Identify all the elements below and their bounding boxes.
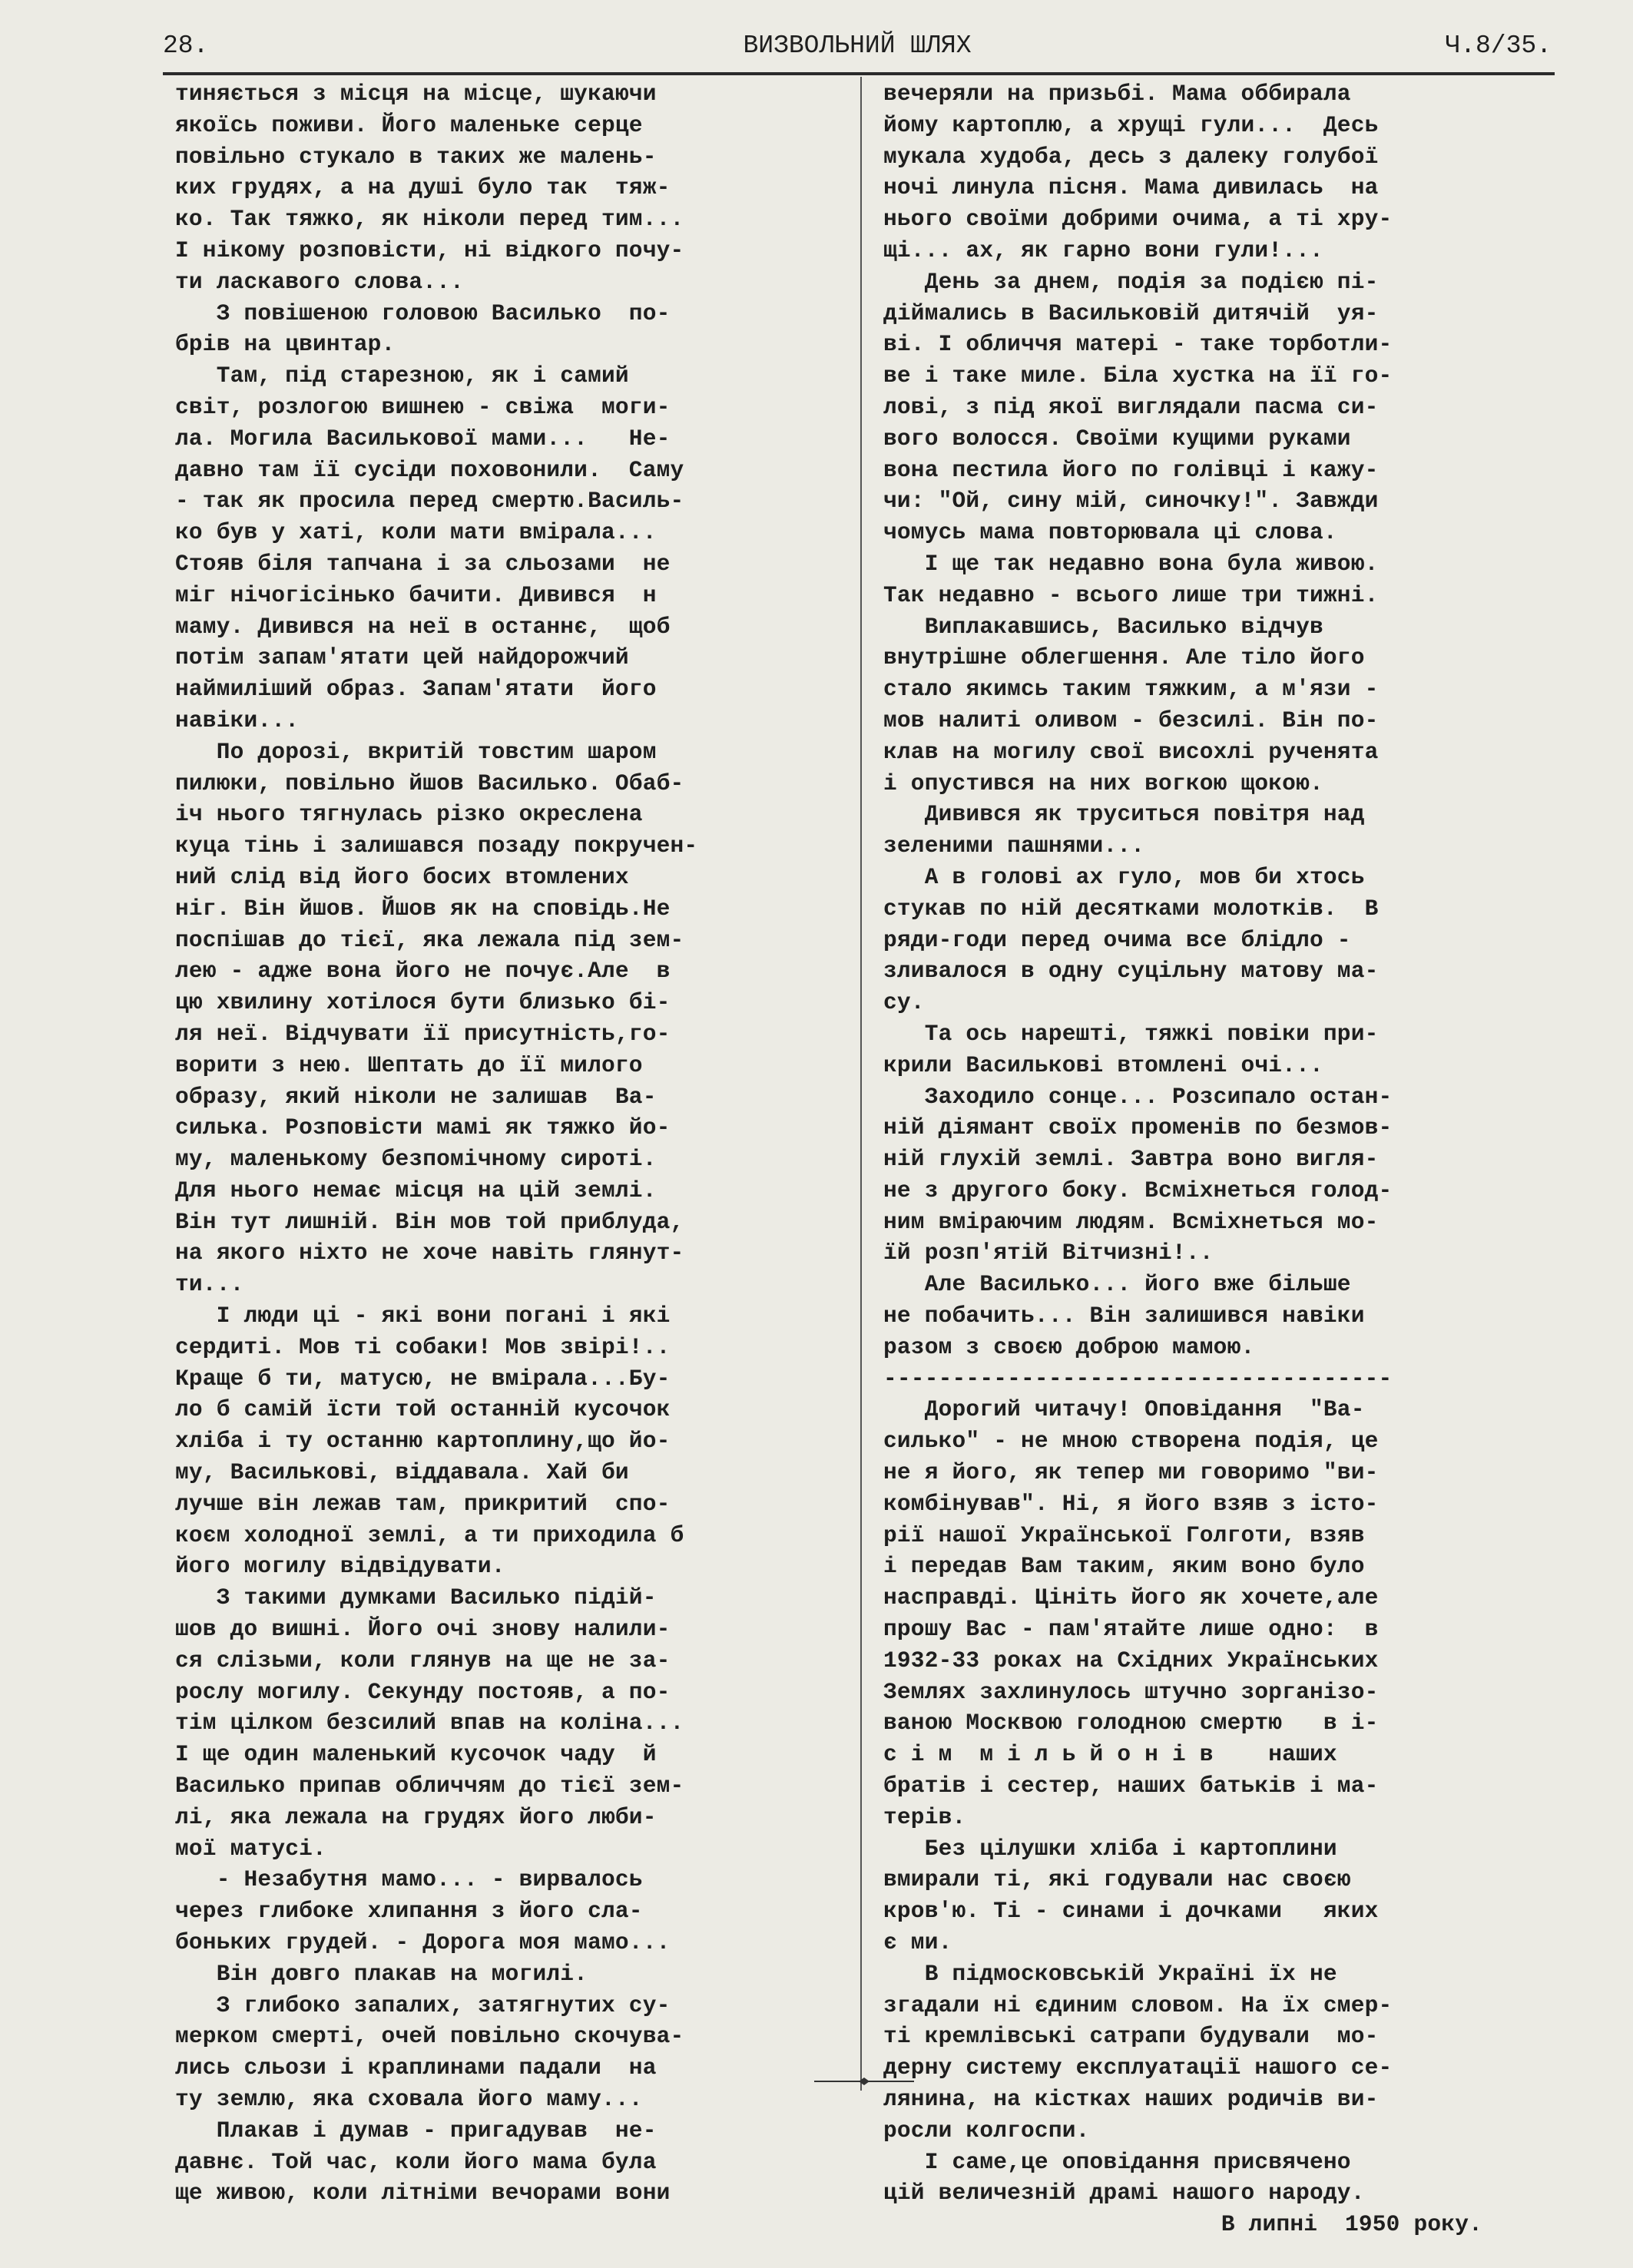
right-column-line: лові, з під якої виглядали пасма си- [883,393,1379,420]
right-column-line: І саме,це оповідання присвячено [883,2148,1351,2175]
left-column-line: З повішеною головою Василько по- [175,300,671,326]
right-column-line: Без цілушки хліба і картоплини [883,1835,1337,1862]
right-column-line: ній діямант своїх променів по безмов- [883,1114,1393,1141]
right-column-line: В підмосковській Україні їх не [883,1960,1337,1987]
right-column-line: щі... ах, як гарно вони гули!... [883,237,1323,263]
right-column-line: ваною Москвою голодною смертю в і- [883,1710,1379,1737]
left-column-line: Там, під старезною, як і самий [175,363,629,389]
left-column-line: мої матусі. [175,1835,326,1862]
right-column [883,78,1552,2240]
column-divider [860,77,862,2091]
journal-title: ВИЗВОЛЬНИЙ ШЛЯХ [743,31,972,60]
right-column-line: День за днем, подія за подією пі- [883,268,1379,295]
closing-date-line: В липні 1950 року. [1221,2211,1482,2238]
right-column-line: вона пестила його по голівці і кажу- [883,456,1379,483]
left-column-line: маму. Дивився на неї в останнє, щоб [175,613,671,640]
left-column-line: образу, який ніколи не залишав Ва- [175,1083,657,1110]
right-column-line: зеленими пашнями... [883,833,1145,859]
header-rule [163,72,1555,75]
left-column-line: - так як просила перед смертю.Василь- [175,488,684,515]
left-column-line: пилюки, повільно йшов Василько. Обаб- [175,770,684,796]
left-column-line: якоїсь поживи. Його маленьке серце [175,111,643,138]
right-column-line: А в голові ах гуло, мов би хтось [883,863,1365,890]
left-column-line: ло б самій їсти той останній кусочок [175,1396,671,1423]
right-column-line: Дивився як труситься повітря над [883,801,1365,828]
left-column-line: ворити з нею. Шептать до її милого [175,1051,643,1078]
end-ornament [814,2077,914,2086]
right-column-line: с і м м і л ь й о н і в наших [883,1741,1337,1768]
right-column-line: ночі линула пісня. Мама дивилась на [883,174,1379,201]
left-column-line: силька. Розповісти мамі як тяжко йо- [175,1114,671,1141]
left-column-line: Плакав і думав - пригадував не- [175,2117,657,2144]
left-column-line: ля неї. Відчувати її присутність,го- [175,1020,671,1047]
left-column-line: - Незабутня мамо... - вирвалось [175,1866,643,1893]
right-column-line: терів. [883,1803,966,1830]
left-column-line: По дорозі, вкритій товстим шаром [175,738,657,765]
left-column-line: тім цілком безсилий впав на коліна... [175,1710,684,1737]
right-column-line: не з другого боку. Всміхнеться голод- [883,1177,1393,1204]
right-column-line: 1932-33 роках на Східних Українських [883,1647,1379,1674]
issue-number: Ч.8/35. [1445,31,1552,60]
left-column-line: Він тут лишній. Він мов той приблуда, [175,1208,684,1235]
right-column-line: і опустився на них вогкою щокою. [883,770,1323,796]
left-column-line: поспішав до тієї, яка лежала під зем- [175,926,684,953]
right-column-line: цій величезній драмі нашого народу. [883,2180,1365,2207]
left-column [175,78,851,2209]
right-column-line: комбінував". Ні, я його взяв з істо- [883,1490,1379,1517]
right-column-line: ній глухій землі. Завтра воно вигля- [883,1146,1379,1173]
right-column-line: Так недавно - всього лише три тижні. [883,581,1379,608]
left-column-line: коєм холодної землі, а ти приходила б [175,1521,684,1548]
right-column-line: стало якимсь таким тяжким, а м'язи - [883,676,1379,703]
left-column-line: на якого ніхто не хоче навіть глянут- [175,1240,684,1266]
right-column-line: Дорогий читачу! Оповідання "Ва- [883,1396,1365,1423]
left-column-line: боньких грудей. - Дорога моя мамо... [175,1929,671,1956]
left-column-line: ний слід від його босих втомлених [175,863,629,890]
left-column-line: Василько припав обличчям до тієї зем- [175,1773,684,1800]
left-column-line: давно там її сусіди поховонили. Саму [175,456,684,483]
right-column-line: клав на могилу свої висохлі рученята [883,738,1379,765]
right-column-line: рії нашої Української Голготи, взяв [883,1521,1365,1548]
right-column-line: не я його, як тепер ми говоримо "ви- [883,1459,1379,1486]
left-column-line: Він довго плакав на могилі. [175,1960,588,1987]
left-column-line: З глибоко запалих, затягнутих су- [175,1992,671,2018]
left-column-line: куца тінь і залишався позаду покручен- [175,833,698,859]
right-column-line: мов налиті оливом - безсилі. Він по- [883,707,1379,733]
left-column-line: Стояв біля тапчана і за сльозами не [175,550,671,577]
left-column-line: ще живою, коли літніми вечорами вони [175,2180,671,2207]
left-column-line: наймиліший образ. Запам'ятати його [175,676,657,703]
left-column-line: лись сльози і краплинами падали на [175,2054,657,2081]
left-column-line: лі, яка лежала на грудях його люби- [175,1803,657,1830]
right-column-line: І ще так недавно вона була живою. [883,550,1379,577]
left-column-line: І нікому розповісти, ні відкого почу- [175,237,684,263]
left-column-line: іч нього тягнулась різко окреслена [175,801,643,828]
left-column-line: ко був у хаті, коли мати вмірала... [175,519,657,546]
right-column-line: вого волосся. Своїми кущими руками [883,425,1351,452]
right-column-line: і передав Вам таким, яким воно було [883,1553,1365,1580]
right-column-line: вмирали ті, які годували нас своєю [883,1866,1351,1893]
left-column-line: міг нічогісінько бачити. Дивився н [175,581,657,608]
right-column-line: Землях захлинулось штучно зорганізо- [883,1678,1379,1705]
left-column-line: І люди ці - які вони погані і які [175,1303,671,1329]
left-column-line: ти ласкавого слова... [175,268,464,295]
right-column-line: Заходило сонце... Розсипало остан- [883,1083,1393,1110]
right-column-line: росли колгоспи. [883,2117,1090,2144]
left-column-line: ся слізьми, коли глянув на ще не за- [175,1647,671,1674]
left-column-line: ти... [175,1271,244,1298]
left-column-line: ких грудях, а на душі було так тяж- [175,174,671,201]
left-column-line: лею - адже вона його не почує.Але в [175,958,671,985]
right-column-line: діймались в Васильковій дитячій уя- [883,300,1379,326]
left-column-line: му, Василькові, віддавала. Хай би [175,1459,629,1486]
left-column-line: Для нього немає місця на цій землі. [175,1177,657,1204]
left-column-line: ніг. Він йшов. Йшов як на сповідь.Не [175,895,671,922]
right-column-line: ве і таке миле. Біла хустка на її го- [883,363,1393,389]
right-column-line: їй розп'ятій Вітчизні!.. [883,1240,1214,1266]
left-column-line: хліба і ту останню картоплину,що йо- [175,1428,671,1455]
right-column-line: ним вміраючим людям. Всміхнеться мо- [883,1208,1379,1235]
left-column-line: Краще б ти, матусю, не вмірала...Бу- [175,1365,671,1392]
right-column-line: силько" - не мною створена подія, це [883,1428,1379,1455]
right-column-line: не побачить... Він залишився навіки [883,1303,1365,1329]
left-column-line: повільно стукало в таких же малень- [175,143,657,170]
right-column-line: нього своїми добрими очима, а ті хру- [883,206,1393,233]
left-column-line: рослу могилу. Секунду постояв, а по- [175,1678,671,1705]
page-number: 28. [163,31,209,60]
left-column-line: сердиті. Мов ті собаки! Мов звірі!.. [175,1333,671,1360]
left-column-line: ко. Так тяжко, як ніколи перед тим... [175,206,684,233]
right-column-line: су. [883,989,925,1016]
page-header [163,23,1552,69]
left-column-line: му, маленькому безпомічному сироті. [175,1146,657,1173]
right-column-line: Але Василько... його вже більше [883,1271,1351,1298]
left-column-line: тиняється з місця на місце, шукаючи [175,81,657,107]
left-column-line: шов до вишні. Його очі знову налили- [175,1616,671,1643]
right-column-line: крили Василькові втомлені очі... [883,1051,1323,1078]
left-column-line: ту землю, яка сховала його маму... [175,2086,643,2112]
left-column-line: мерком смерті, очей повільно скочува- [175,2023,684,2050]
right-column-line: дерну систему експлуатації нашого се- [883,2054,1393,2081]
right-column-line: є ми. [883,1929,952,1956]
left-column-line: давнє. Той час, коли його мама була [175,2148,657,2175]
left-column-line: З такими думками Василько підій- [175,1584,657,1611]
right-column-line: лянина, на кістках наших родичів ви- [883,2086,1379,2112]
right-column-line: ті кремлівські сатрапи будували мо- [883,2023,1379,2050]
right-column-line: внутрішне облегшення. Але тіло його [883,644,1365,671]
left-column-line: навіки... [175,707,300,733]
right-column-line: зливалося в одну суцільну матову ма- [883,958,1379,985]
right-column-line: йому картоплю, а хрущі гули... Десь [883,111,1379,138]
left-column-line: брів на цвинтар. [175,331,396,358]
left-column-line: світ, розлогою вишнею - свіжа моги- [175,393,671,420]
right-column-line: прошу Вас - пам'ятайте лише одно: в [883,1616,1379,1643]
left-column-line: лучше він лежав там, прикритий спо- [175,1490,671,1517]
right-column-line: ряди-годи перед очима все блідло - [883,926,1351,953]
left-column-line: цю хвилину хотілося бути близько бі- [175,989,671,1016]
left-column-line: потім запам'ятати цей найдорожчий [175,644,629,671]
right-column-line: вечеряли на призьбі. Мама оббирала [883,81,1351,107]
right-column-line: чи: "Ой, сину мій, синочку!". Завжди [883,488,1379,515]
left-column-line: І ще один маленький кусочок чаду й [175,1741,657,1768]
right-column-line: стукав по ній десятками молотків. В [883,895,1379,922]
right-column-line: ------------------------------------- [883,1365,1393,1392]
left-column-line: ла. Могила Василькової мами... Не- [175,425,671,452]
right-column-line: мукала худоба, десь з далеку голубої [883,143,1379,170]
right-column-line: чомусь мама повторювала ці слова. [883,519,1337,546]
right-column-line: насправді. Цініть його як хочете,але [883,1584,1379,1611]
right-column-line: кров'ю. Ті - синами і дочками яких [883,1898,1379,1925]
right-column-line: братів і сестер, наших батьків і ма- [883,1773,1379,1800]
right-column-line: згадали ні єдиним словом. На їх смер- [883,1992,1393,2018]
right-column-line: Та ось нарешті, тяжкі повіки при- [883,1020,1379,1047]
left-column-line: через глибоке хлипання з його сла- [175,1898,643,1925]
right-column-line: ві. І обличчя матері - таке торботли- [883,331,1393,358]
left-column-line: його могилу відвідувати. [175,1553,505,1580]
right-column-line: разом з своєю доброю мамою. [883,1333,1255,1360]
right-column-line: Виплакавшись, Василько відчув [883,613,1323,640]
